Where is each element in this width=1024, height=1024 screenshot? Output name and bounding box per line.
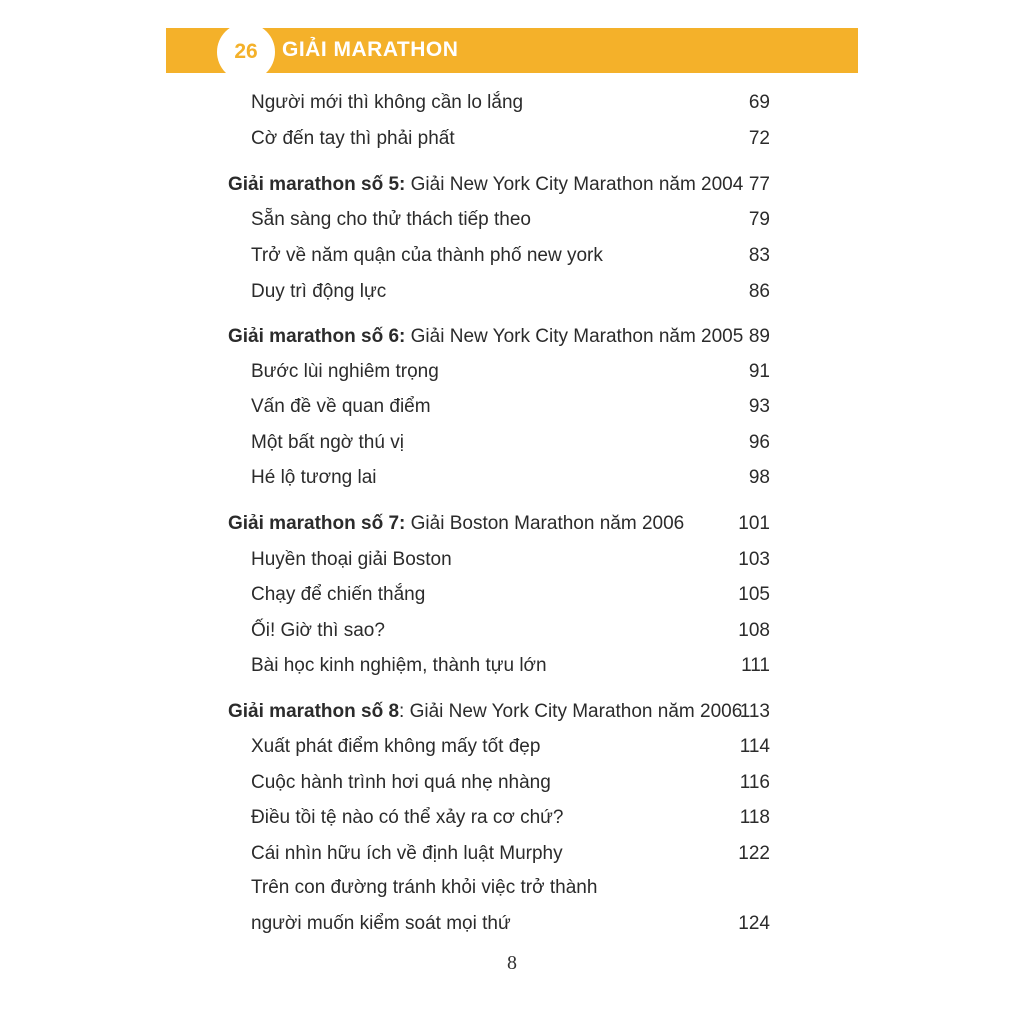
toc-entry-title bbox=[228, 322, 743, 352]
toc-section-entry bbox=[0, 839, 1024, 869]
toc-section-entry bbox=[0, 616, 1024, 646]
toc-entry-title: Ối! Giờ thì sao? bbox=[251, 620, 385, 641]
page-number: 8 bbox=[507, 952, 517, 974]
toc-section-entry bbox=[0, 732, 1024, 762]
toc-page-number: 116 bbox=[739, 772, 770, 793]
toc-page-number: 111 bbox=[741, 655, 770, 676]
toc-page-number: 122 bbox=[738, 843, 770, 864]
toc-chapter-entry bbox=[0, 509, 1024, 539]
toc-entry-title: Huyền thoại giải Boston bbox=[251, 549, 452, 570]
toc-page-number: 96 bbox=[748, 432, 770, 453]
toc-chapter-label: Giải marathon số 5: bbox=[228, 174, 406, 195]
toc-entry-title: Trên con đường tránh khỏi việc trở thành bbox=[251, 877, 598, 898]
toc-entry-title: Hé lộ tương lai bbox=[251, 467, 377, 488]
toc-page-number: 98 bbox=[748, 467, 770, 488]
toc-section-entry bbox=[0, 428, 1024, 458]
toc-section-entry bbox=[0, 545, 1024, 575]
toc-section-entry bbox=[0, 88, 1024, 118]
toc-entry-title: Xuất phát điểm không mấy tốt đẹp bbox=[251, 736, 541, 757]
toc-entry-title: Sẵn sàng cho thử thách tiếp theo bbox=[251, 209, 531, 230]
toc-entry-title: Trở về năm quận của thành phố new york bbox=[251, 245, 603, 266]
toc-section-entry bbox=[0, 392, 1024, 422]
toc-entry-title: Chạy để chiến thắng bbox=[251, 584, 426, 605]
toc-chapter-label: Giải marathon số 6: bbox=[228, 326, 406, 347]
toc-page-number: 72 bbox=[748, 128, 770, 149]
toc-chapter-title: : Giải New York City Marathon năm 2006 bbox=[399, 701, 743, 722]
chapter-number: 26 bbox=[234, 40, 258, 63]
toc-section-entry bbox=[0, 277, 1024, 307]
toc-page-number: 69 bbox=[748, 92, 770, 113]
toc-chapter-label: Giải marathon số 7: bbox=[228, 513, 406, 534]
toc-entry-title: Cuộc hành trình hơi quá nhẹ nhàng bbox=[251, 772, 551, 793]
toc-section-entry bbox=[0, 651, 1024, 681]
toc-chapter-entry bbox=[0, 697, 1024, 727]
toc-section-entry bbox=[0, 768, 1024, 798]
toc-section-entry bbox=[0, 205, 1024, 235]
toc-section-entry bbox=[0, 463, 1024, 493]
toc-page-number: 101 bbox=[738, 513, 770, 534]
toc-page-number: 86 bbox=[748, 281, 770, 302]
toc-page-number: 77 bbox=[748, 174, 770, 195]
toc-entry-title bbox=[228, 509, 684, 539]
toc-entry-title: Cái nhìn hữu ích về định luật Murphy bbox=[251, 843, 563, 864]
running-header-title: GIẢI MARATHON bbox=[282, 38, 459, 61]
toc-page-number: 89 bbox=[748, 326, 770, 347]
toc-entry-title: Một bất ngờ thú vị bbox=[251, 432, 404, 453]
toc-entry-title: người muốn kiểm soát mọi thứ bbox=[251, 913, 511, 934]
toc-page-number: 105 bbox=[738, 584, 770, 605]
toc-entry-title: Bài học kinh nghiệm, thành tựu lớn bbox=[251, 655, 547, 676]
toc-page-number: 93 bbox=[748, 396, 770, 417]
toc-entry-title bbox=[228, 697, 742, 727]
toc-entry-title: Người mới thì không cần lo lắng bbox=[251, 92, 524, 113]
toc-page-number: 114 bbox=[739, 736, 770, 757]
toc-entry-title bbox=[228, 170, 743, 200]
toc-entry-title: Bước lùi nghiêm trọng bbox=[251, 361, 439, 382]
toc-section-entry bbox=[0, 241, 1024, 271]
toc-entry-title: Điều tồi tệ nào có thể xảy ra cơ chứ? bbox=[251, 807, 564, 828]
toc-chapter-entry bbox=[0, 170, 1024, 200]
toc-page-number: 83 bbox=[748, 245, 770, 266]
toc-chapter-title: Giải New York City Marathon năm 2004 bbox=[405, 174, 744, 195]
toc-section-entry bbox=[0, 580, 1024, 610]
toc-page-number: 113 bbox=[739, 701, 770, 722]
toc-chapter-label: Giải marathon số 8 bbox=[228, 701, 400, 722]
toc-section-entry bbox=[0, 803, 1024, 833]
toc-section-entry bbox=[0, 873, 1024, 903]
toc-entry-title: Cờ đến tay thì phải phất bbox=[251, 128, 455, 149]
toc-entry-title: Vấn đề về quan điểm bbox=[251, 396, 431, 417]
toc-chapter-title: Giải New York City Marathon năm 2005 bbox=[405, 326, 744, 347]
toc-page-number: 108 bbox=[738, 620, 770, 641]
toc-section-entry bbox=[0, 124, 1024, 154]
toc-page-number: 79 bbox=[748, 209, 770, 230]
toc-section-entry bbox=[0, 909, 1024, 939]
toc-entry-title: Duy trì động lực bbox=[251, 281, 387, 302]
toc-page-number: 124 bbox=[738, 913, 770, 934]
chapter-number-badge bbox=[217, 23, 275, 81]
toc-page-number: 118 bbox=[739, 807, 770, 828]
toc-section-entry bbox=[0, 357, 1024, 387]
toc-chapter-entry bbox=[0, 322, 1024, 352]
toc-chapter-title: Giải Boston Marathon năm 2006 bbox=[405, 513, 685, 534]
toc-page-number: 103 bbox=[738, 549, 770, 570]
toc-page-number: 91 bbox=[748, 361, 770, 382]
